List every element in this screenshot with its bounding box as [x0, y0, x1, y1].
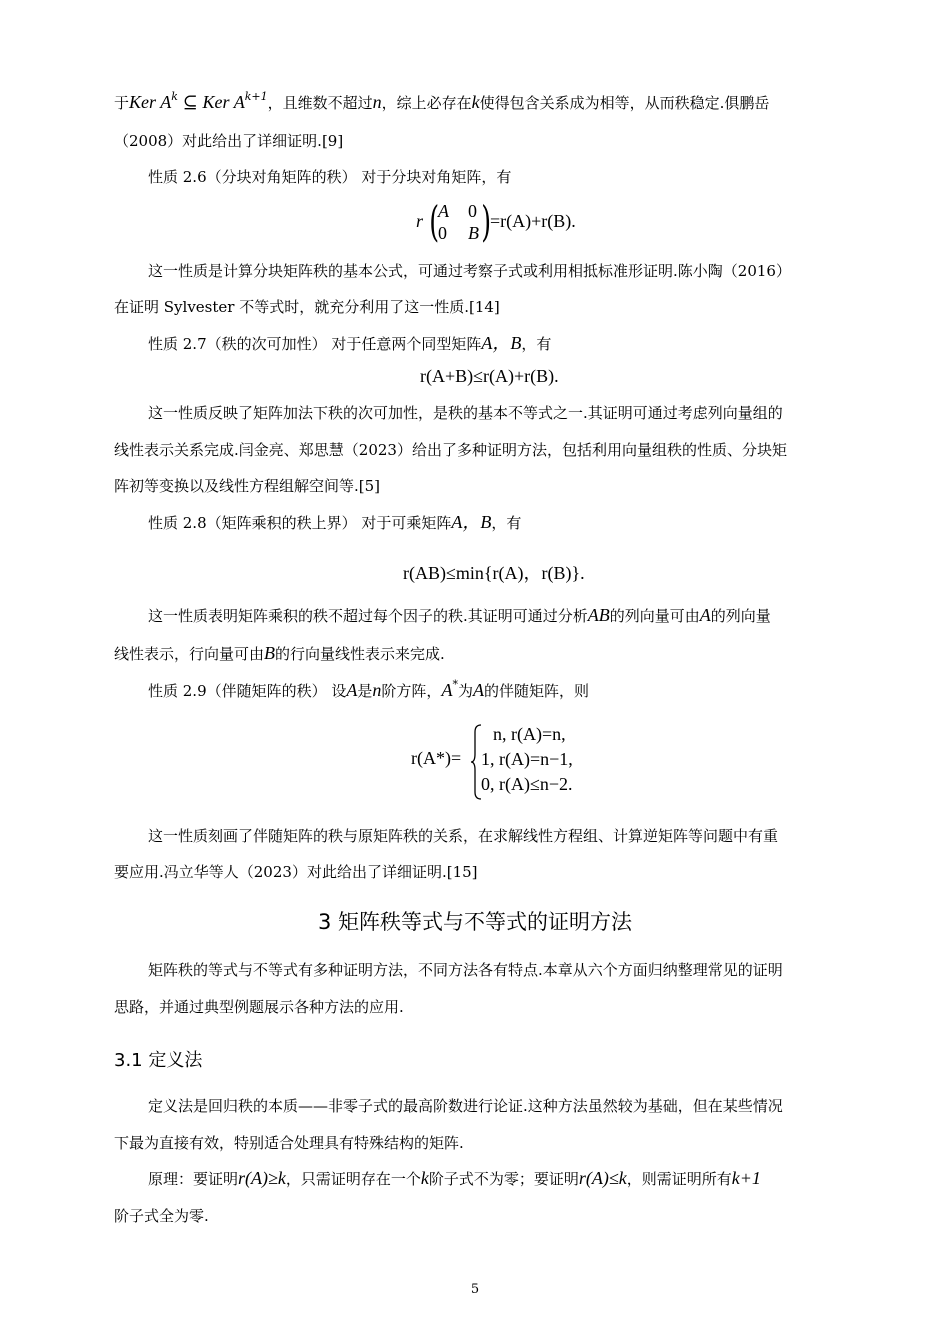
- math: Ker A: [129, 92, 172, 112]
- math: A，B: [481, 333, 522, 353]
- subsection-heading: 3.1 定义法: [114, 1050, 203, 1071]
- matrix-entry: 0: [468, 201, 477, 221]
- paragraph-line: 要应用.冯立华等人（2023）对此给出了详细证明.[15]: [114, 863, 478, 881]
- text: 线性表示，行向量可由: [114, 645, 265, 663]
- text: 这一性质表明矩阵乘积的秩不超过每个因子的秩.其证明可通过分析: [148, 607, 588, 625]
- subadditivity-equation: r(A+B)≤r(A)+r(B).: [420, 366, 559, 386]
- text: ，只需证明存在一个: [285, 1170, 421, 1188]
- math: A: [699, 605, 711, 625]
- math-sup: *: [452, 678, 458, 691]
- math: Ker A: [202, 92, 245, 112]
- math: r(A*)=: [411, 748, 462, 768]
- text: 使得包含关系成为相等，从而秩稳定.俱鹏岳: [479, 94, 770, 112]
- math: k: [420, 1168, 429, 1188]
- property-heading: [148, 333, 551, 354]
- text: 性质 2.8（矩阵乘积的秩上界） 对于可乘矩阵: [148, 514, 452, 532]
- text: 的行向量线性表示来完成.: [275, 645, 445, 663]
- text: ，综上必存在: [381, 94, 472, 112]
- text: ，则需证明所有: [626, 1170, 732, 1188]
- math: k: [471, 92, 480, 112]
- text: 的列向量: [710, 607, 771, 625]
- case-line: n, r(A)=n,: [493, 724, 566, 744]
- case-line: 1, r(A)=n−1,: [481, 749, 573, 769]
- case-line: 0, r(A)≤n−2.: [481, 774, 573, 794]
- paragraph-line: 这一性质是计算分块矩阵秩的基本公式，可通过考察子式或利用相抵标准形证明.陈小陶（2016）: [148, 262, 791, 280]
- paragraph-line: 阵初等变换以及线性方程组解空间等.[5]: [114, 477, 381, 495]
- property-heading: 性质 2.6（分块对角矩阵的秩） 对于分块对角矩阵，有: [148, 168, 512, 186]
- paragraph-line: 下最为直接有效，特别适合处理具有特殊结构的矩阵.: [114, 1134, 464, 1152]
- paragraph-line: [148, 605, 771, 626]
- text: 为: [457, 682, 473, 700]
- text: 性质 2.7（秩的次可加性） 对于任意两个同型矩阵: [148, 335, 482, 353]
- paragraph-line: 在证明 Sylvester 不等式时，就充分利用了这一性质.[14]: [114, 298, 500, 316]
- paragraph-line: 这一性质反映了矩阵加法下秩的次可加性，是秩的基本不等式之一.其证明可通过考虑列向量组的: [148, 404, 783, 422]
- text: 的伴随矩阵，则: [483, 682, 589, 700]
- math: r: [416, 211, 424, 231]
- matrix-entry: 0: [438, 223, 447, 243]
- right-paren: ): [481, 197, 492, 246]
- text: ，有: [491, 514, 522, 532]
- matrix-entry: B: [468, 223, 479, 243]
- text: 是: [357, 682, 373, 700]
- math-sup: k+1: [244, 90, 268, 103]
- text: 性质 2.9（伴随矩阵的秩） 设: [148, 682, 347, 700]
- paragraph-line: 线性表示关系完成.闫金亮、郑思慧（2023）给出了多种证明方法，包括利用向量组秩的性质、分块矩: [114, 441, 787, 459]
- math: n: [372, 680, 382, 700]
- paragraph-line: 这一性质刻画了伴随矩阵的秩与原矩阵秩的关系，在求解线性方程组、计算逆矩阵等问题中有重: [148, 827, 779, 845]
- text: 阶方阵，: [381, 682, 442, 700]
- text: ，且维数不超过: [267, 94, 373, 112]
- property-heading: [148, 512, 521, 533]
- paragraph-line: 矩阵秩的等式与不等式有多种证明方法，不同方法各有特点.本章从六个方面归纳整理常见的证明: [148, 961, 783, 979]
- property-heading: [148, 680, 589, 703]
- text: 的列向量可由: [609, 607, 700, 625]
- math: r(A)≤k: [578, 1168, 627, 1188]
- math-sup: k: [171, 90, 178, 103]
- page-number: 5: [470, 1282, 480, 1297]
- paragraph-line: [148, 1168, 761, 1189]
- paragraph-line: [114, 643, 445, 664]
- product-rank-equation: r(AB)≤min{r(A)，r(B)}.: [403, 563, 585, 583]
- math: =r(A)+r(B).: [490, 211, 576, 231]
- text: ，有: [521, 335, 552, 353]
- math: A: [346, 680, 358, 700]
- math: ⊆: [182, 92, 198, 112]
- math: r(A)≥k: [238, 1168, 286, 1188]
- math: A: [472, 680, 484, 700]
- section-heading: 3 矩阵秩等式与不等式的证明方法: [317, 910, 633, 934]
- matrix-entry: A: [438, 201, 449, 221]
- paragraph-line: [114, 92, 769, 115]
- math: n: [372, 92, 382, 112]
- math: AB: [587, 605, 610, 625]
- adjoint-rank-equation: [411, 722, 611, 802]
- math: B: [264, 643, 276, 663]
- paragraph-line: 思路，并通过典型例题展示各种方法的应用.: [114, 998, 404, 1016]
- text: 于: [114, 94, 130, 112]
- left-paren: (: [429, 197, 440, 246]
- paragraph-line: 阶子式全为零.: [114, 1207, 209, 1225]
- paragraph-line: 定义法是回归秩的本质——非零子式的最高阶数进行论证.这种方法虽然较为基础，但在某些情况: [148, 1097, 783, 1115]
- text: 阶子式不为零；要证明: [428, 1170, 579, 1188]
- math: A，B: [451, 512, 492, 532]
- math: A: [441, 680, 453, 700]
- math: k+1: [731, 1168, 761, 1188]
- paragraph-line: （2008）对此给出了详细证明.[9]: [114, 132, 344, 150]
- text: 原理：要证明: [148, 1170, 239, 1188]
